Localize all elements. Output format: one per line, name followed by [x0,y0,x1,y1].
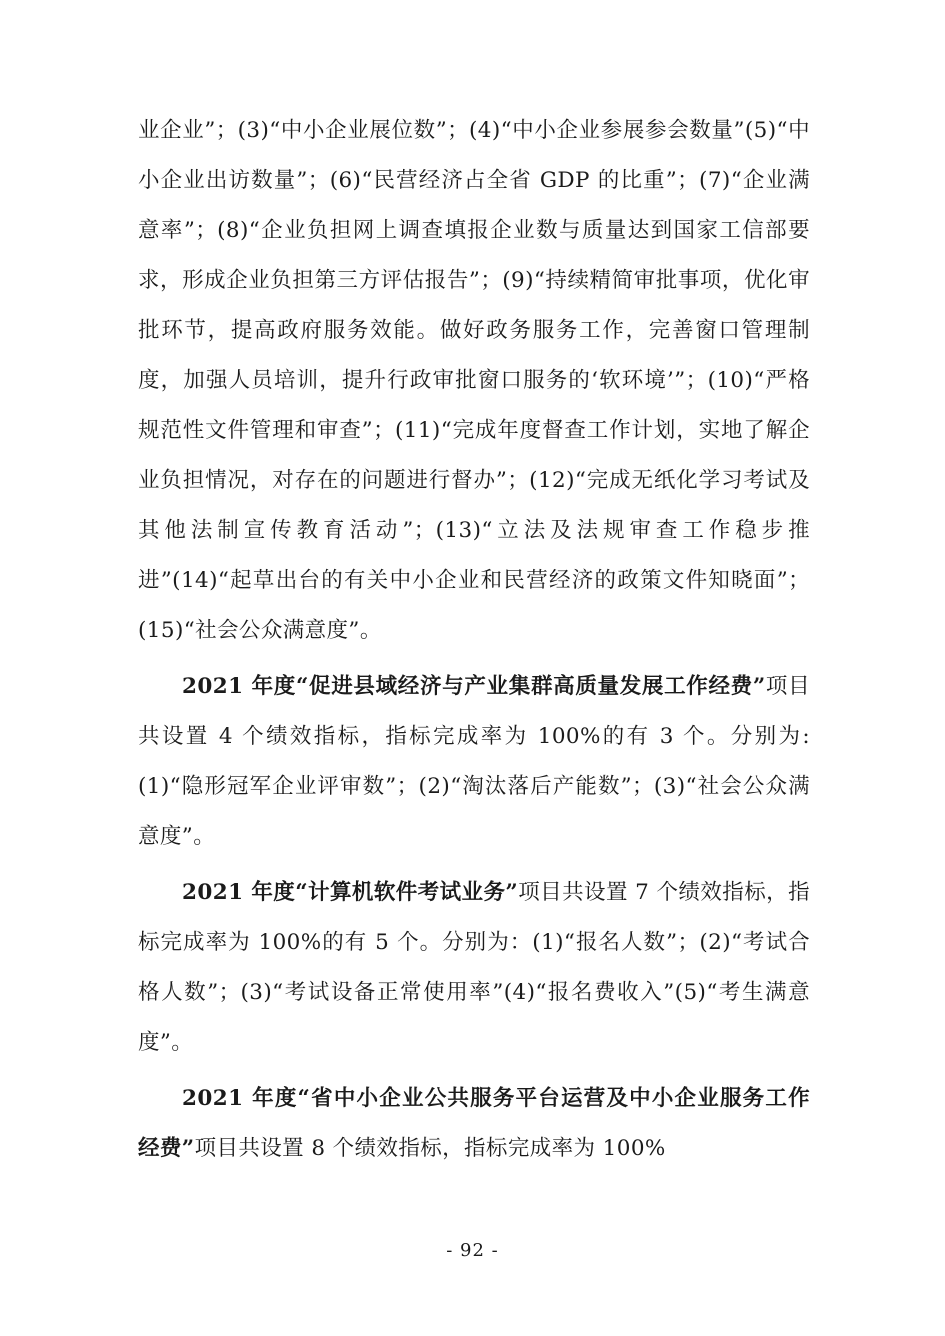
paragraph-bold-prefix: 2021 年度“促进县域经济与产业集群高质量发展工作经费” [182,674,766,699]
page-number: - 92 - [446,1240,499,1261]
paragraph-bold-prefix: 2021 年度“计算机软件考试业务” [182,880,519,905]
paragraph-text: 项目共设置 8 个绩效指标，指标完成率为 100% [194,1136,666,1161]
paragraph-software-exam [138,868,810,1068]
paragraph-bold-prefix: 2021 年度“省中小企业公共服务平台运营及中小企业服务工作经费” [138,1086,810,1161]
paragraph-county-economy [138,662,810,862]
paragraph-text: 项目共设置 4 个绩效指标，指标完成率为 100%的有 3 个。分别为: (1)“隐形冠军企业评审数”；(2)“淘汰落后产能数”；(3)“社会公众满意度”。 [138,674,810,849]
page-body [138,106,810,1180]
paragraph-text: 项目共设置 7 个绩效指标，指标完成率为 100%的有 5 个。分别为：(1)“报名人数”；(2)“考试合格人数”；(3)“考试设备正常使用率”(4)“报名费收入”(5)“考生满意度”。 [138,880,810,1055]
paragraph-indicators-list [138,106,810,656]
paragraph-text: 业企业”；(3)“中小企业展位数”；(4)“中小企业参展参会数量”(5)“中小企业出访数量”；(6)“民营经济占全省 GDP 的比重”；(7)“企业满意率”；(8)“企业负担网上调查填报企业数与质量达到国家工信部要求，形成企业负担第三方评估报告”；(9)“持续精简审批事项，优化审批环节，提高政府服务效能。做好政务服务工作，完善窗口管理制度，加强人员培训，提升行政审批窗口服务的‘软环境’”；(10)“严格规范性文件管理和审查”；(11)“完成年度督查工作计划，实地了解企业负担情况，对存在的问题进行督办”；(12)“完成无纸化学习考试及其他法制宣传教育活动”；(13)“立法及法规审查工作稳步推进”(14)“起草出台的有关中小企业和民营经济的政策文件知晓面”；(15)“社会公众满意度”。 [138,118,810,643]
paragraph-public-service-platform [138,1074,810,1174]
